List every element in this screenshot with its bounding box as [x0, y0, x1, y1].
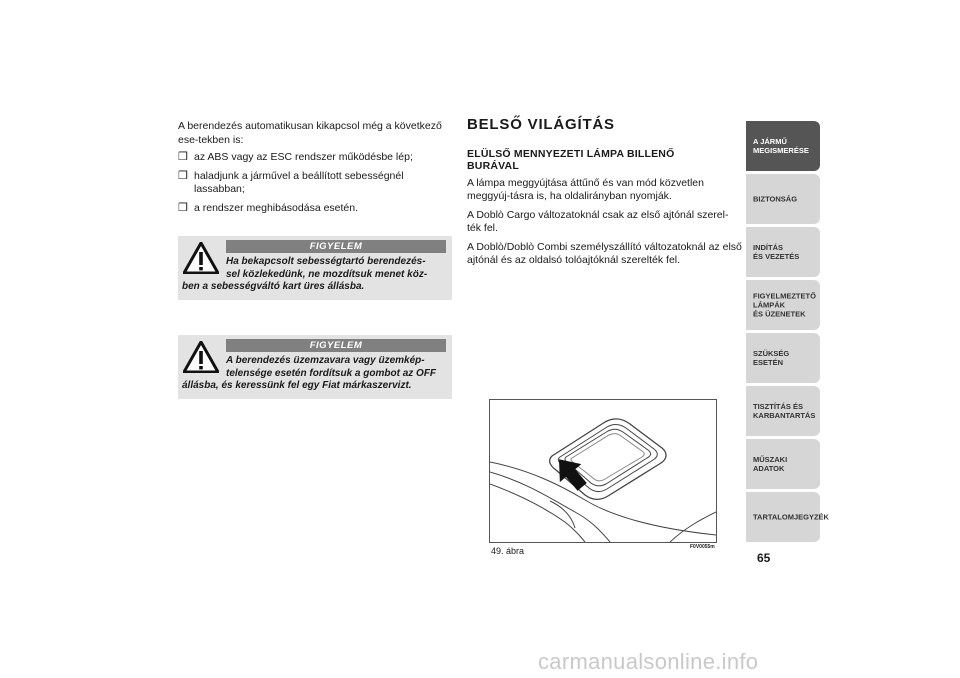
list-item-text: az ABS vagy az ESC rendszer működésbe lép; — [194, 151, 413, 163]
figure-caption: 49. ábra — [491, 546, 525, 556]
section-title: BELSŐ VILÁGÍTÁS — [467, 116, 615, 133]
tab-technical-data[interactable]: MŰSZAKI ADATOK — [746, 439, 820, 489]
interior-lighting-section — [467, 118, 742, 273]
paragraph: A Doblò Cargo változatoknál csak az első ajtónál szerel-ték fel. — [467, 208, 729, 234]
list-item — [178, 170, 453, 197]
list-item-text: haladjunk a járművel a beállított sebességnél lassabban; — [194, 169, 404, 195]
checkbox-bullet-icon: ❒ — [178, 201, 188, 214]
chapter-tabs — [746, 121, 829, 545]
warning-text: Ha bekapcsolt sebességtartó berendezés- sel közlekedünk, ne mozdítsuk menet köz- ben a sebességváltó kart üres állásba. — [182, 256, 428, 292]
list-item-text: a rendszer meghibásodása esetén. — [194, 201, 359, 214]
page-number: 65 — [757, 551, 771, 565]
warning-box-2 — [178, 335, 452, 399]
list-item — [178, 151, 453, 165]
warning-text: A berendezés üzemzavara vagy üzemkép- telensége esetén fordítsuk a gombot az OFF állásba, és keressünk fel egy Fiat márkaszervizt. — [182, 355, 437, 391]
ceiling-lamp-figure — [489, 399, 717, 543]
tab-warning-lights[interactable]: FIGYELMEZTETŐ LÁMPÁK ÉS ÜZENETEK — [746, 280, 820, 330]
tab-starting-driving[interactable]: INDÍTÁS ÉS VEZETÉS — [746, 227, 820, 277]
warning-label: FIGYELEM — [226, 240, 446, 253]
warning-label: FIGYELEM — [226, 339, 446, 352]
checkbox-bullet-icon: ❒ — [178, 169, 188, 182]
figure-code: F0V0055m — [690, 544, 715, 550]
paragraph: A lámpa meggyújtása áttűnő és van mód közvetlen meggyúj-tásra is, ha oldalirányban nyomják. — [467, 176, 704, 202]
tab-index[interactable]: TARTALOMJEGYZÉK — [746, 492, 820, 542]
tab-maintenance[interactable]: TISZTÍTÁS ÉS KARBANTARTÁS — [746, 386, 820, 436]
tab-emergency[interactable]: SZÜKSÉG ESETÉN — [746, 333, 820, 383]
tab-vehicle-overview[interactable]: A JÁRMŰ MEGISMERÉSE — [746, 121, 820, 171]
list-item — [178, 202, 453, 216]
paragraph: A Doblò/Doblò Combi személyszállító változatoknál az első ajtónál és az oldalsó tolóajtóknál szerelték fel. — [467, 240, 742, 266]
ceiling-lamp-illustration — [490, 400, 716, 542]
automatic-off-list — [178, 120, 453, 220]
subsection-title: ELÜLSŐ MENNYEZETI LÁMPA BILLENŐ BURÁVAL — [467, 147, 675, 172]
intro-text: A berendezés automatikusan kikapcsol még a következő ese-tekben is: — [178, 120, 442, 146]
warning-box-1 — [178, 236, 452, 300]
watermark-text: carmanualsonline.info — [538, 649, 759, 674]
checkbox-bullet-icon: ❒ — [178, 151, 188, 163]
tab-safety[interactable]: BIZTONSÁG — [746, 174, 820, 224]
